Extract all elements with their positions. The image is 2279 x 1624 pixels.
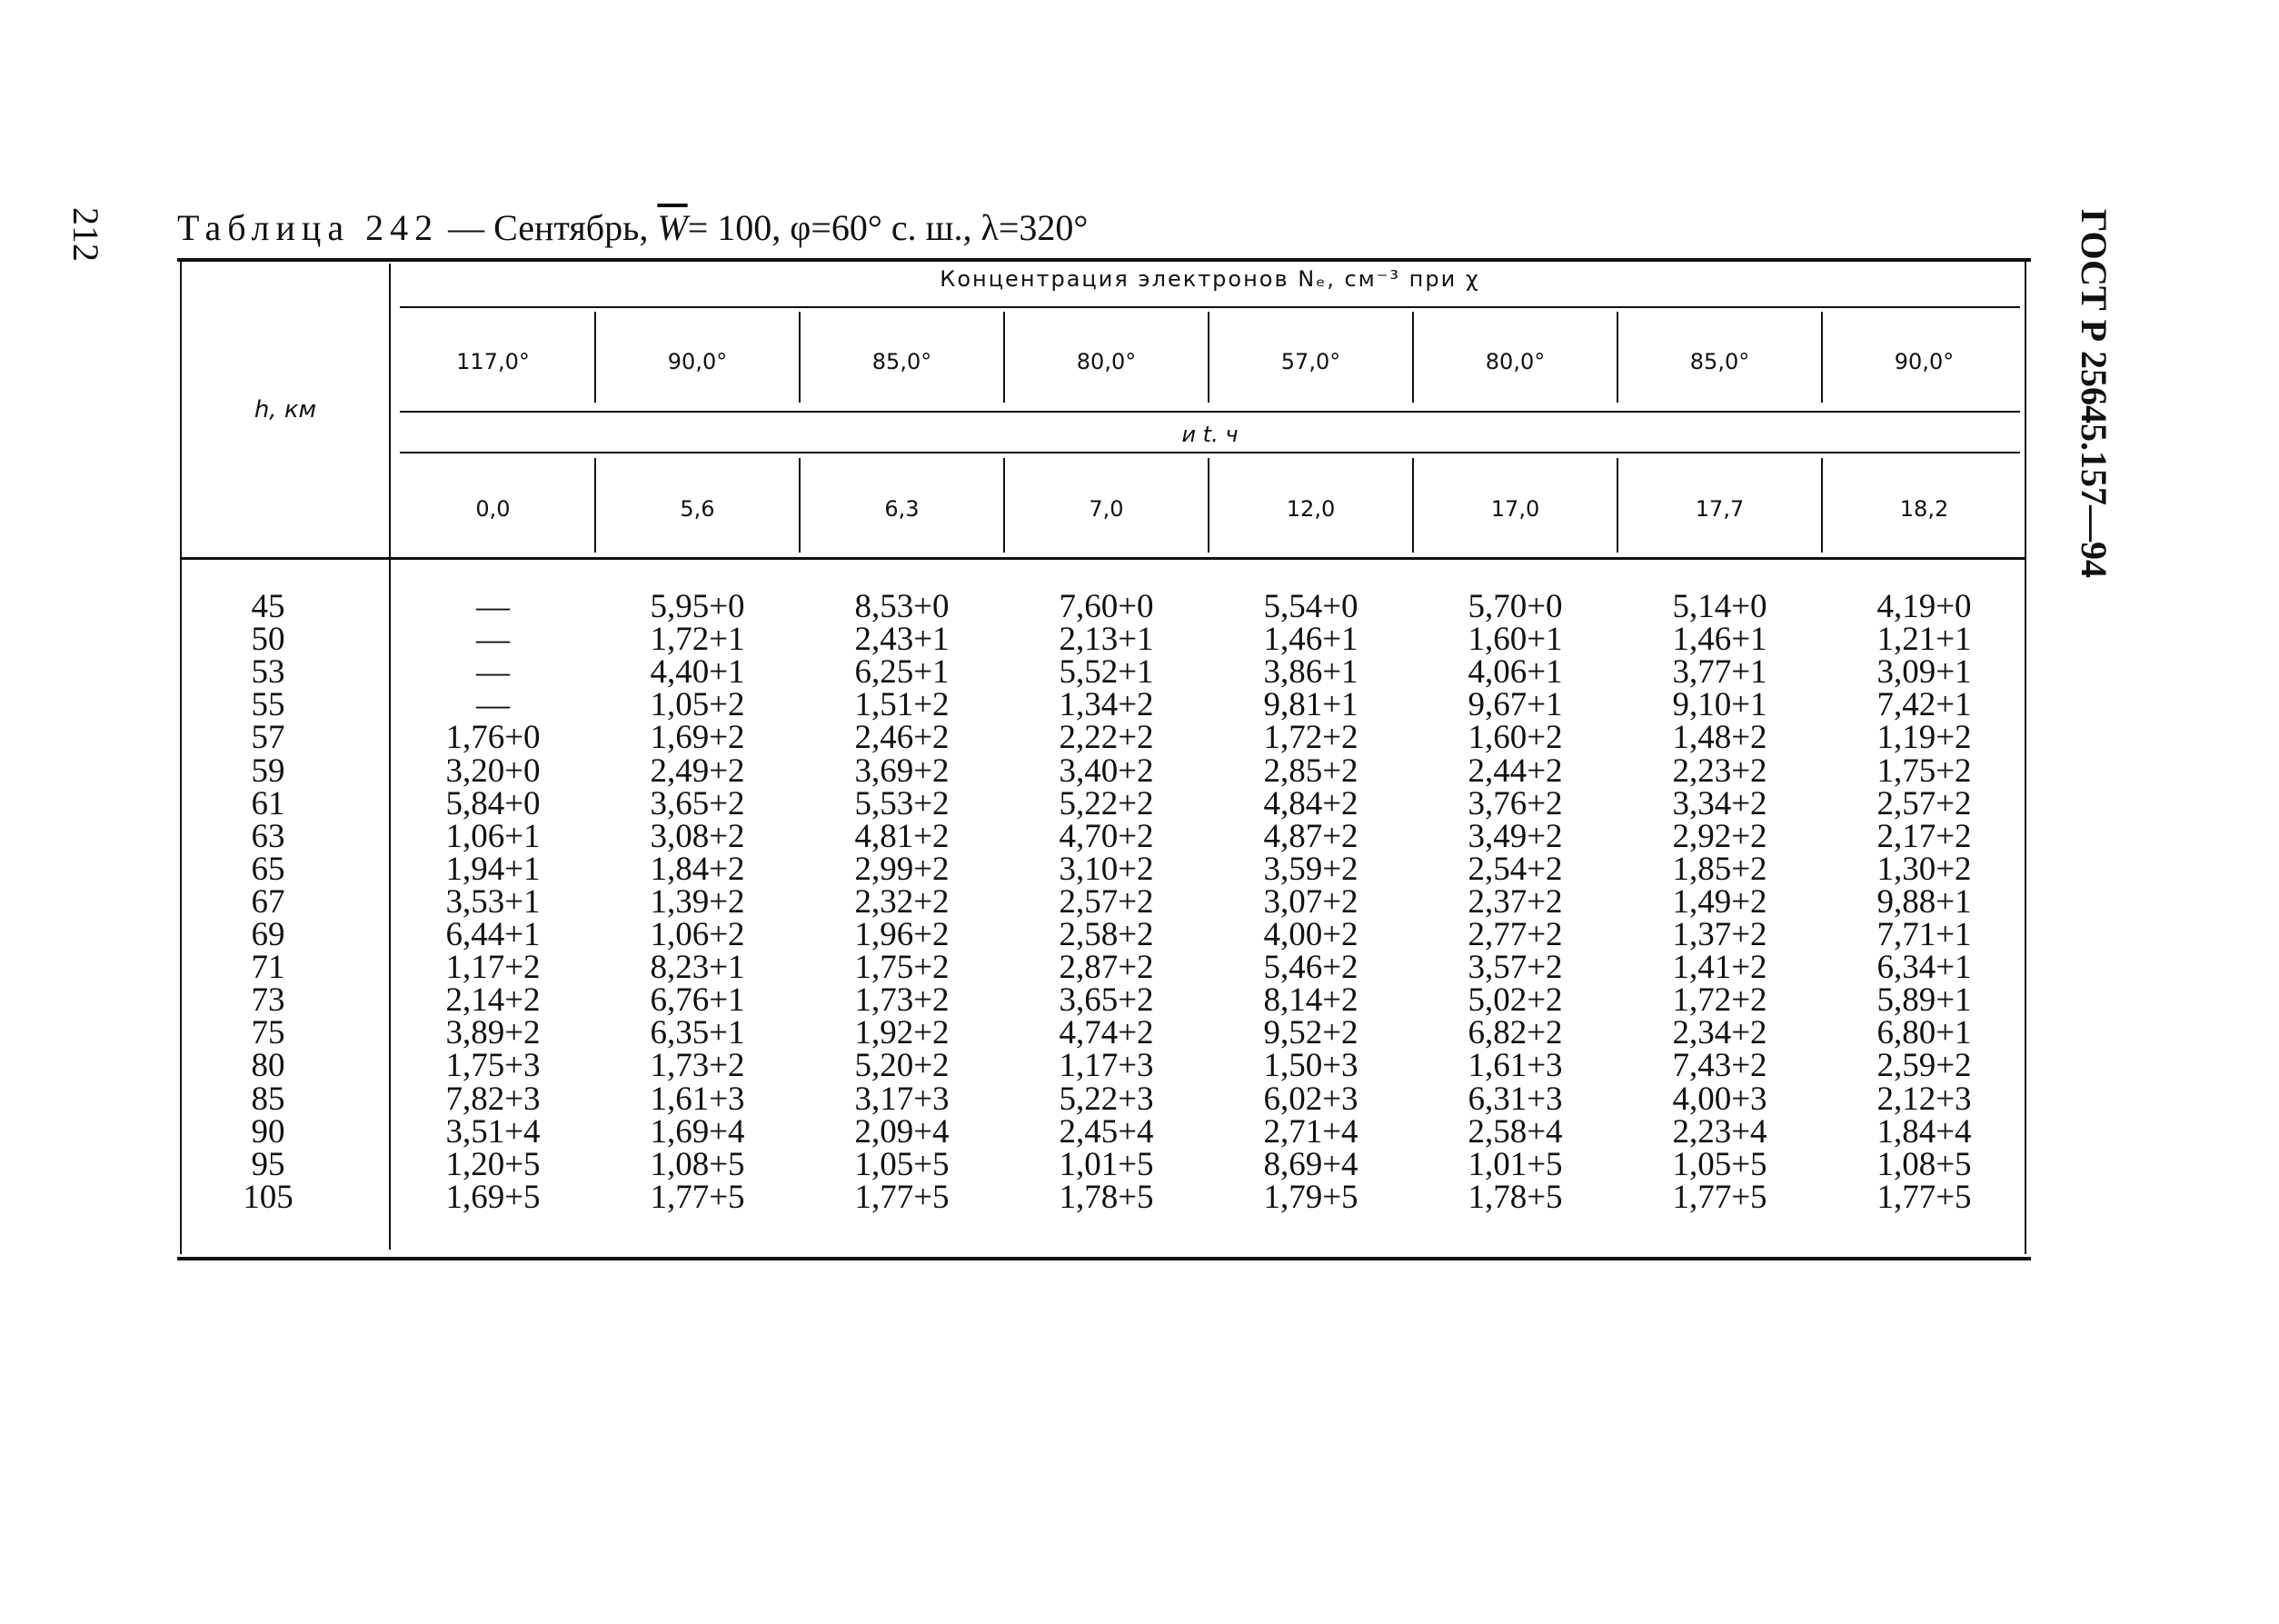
- sub-header-top-rule: [400, 411, 2020, 413]
- table-bottom-rule: [177, 1257, 2031, 1260]
- table-cell: 2,87+2: [1059, 949, 1154, 986]
- table-cell: 1,46+1: [1672, 621, 1767, 658]
- table-cell: 1,84+4: [1876, 1113, 1972, 1151]
- title-w-symbol: $\overline{W}$: [657, 207, 688, 248]
- table-cell: 1,75+2: [854, 949, 950, 986]
- table-cell: 5,46+2: [1263, 949, 1358, 986]
- table-cell: 3,76+2: [1468, 785, 1563, 822]
- height-cell: 45: [251, 588, 285, 625]
- height-cell: 61: [251, 785, 285, 822]
- table-cell: 3,59+2: [1263, 851, 1358, 888]
- table-cell: 9,52+2: [1263, 1014, 1358, 1051]
- group-header-rule: [400, 306, 2020, 308]
- table-cell: 1,51+2: [854, 686, 950, 723]
- table-cell: 2,49+2: [650, 752, 745, 790]
- table-cell: 1,77+5: [1876, 1179, 1972, 1216]
- table-cell: 1,21+1: [1876, 621, 1972, 658]
- table-cell: 9,81+1: [1263, 686, 1358, 723]
- time-header: 7,0: [1089, 496, 1124, 522]
- table-cell: 2,32+2: [854, 883, 950, 921]
- table-cell: 1,92+2: [854, 1014, 950, 1051]
- table-number: Таблица 242: [177, 207, 440, 248]
- table-cell: 7,71+1: [1876, 916, 1972, 953]
- table-cell: 3,07+2: [1263, 883, 1358, 921]
- table-cell: 3,51+4: [445, 1113, 541, 1151]
- table-cell: 5,70+0: [1468, 588, 1563, 625]
- table-cell: 1,79+5: [1263, 1179, 1358, 1216]
- time-header: 5,6: [680, 496, 715, 522]
- sub-header-bottom-rule: [400, 452, 2020, 453]
- table-title: [177, 206, 1088, 249]
- table-cell: 2,22+2: [1059, 719, 1154, 756]
- table-cell: 5,89+1: [1876, 981, 1972, 1019]
- table-cell: 6,25+1: [854, 653, 950, 691]
- height-cell: 67: [251, 883, 285, 921]
- height-cell: 57: [251, 719, 285, 756]
- table-cell: 2,09+4: [854, 1113, 950, 1151]
- group-header: Концентрация электронов Nₑ, см⁻³ при χ: [940, 266, 1480, 292]
- table-cell: 7,60+0: [1059, 588, 1154, 625]
- table-cell: 6,82+2: [1468, 1014, 1563, 1051]
- table-cell: 4,06+1: [1468, 653, 1563, 691]
- height-cell: 71: [251, 949, 285, 986]
- table-cell: 4,00+3: [1672, 1081, 1767, 1118]
- table-cell: 2,34+2: [1672, 1014, 1767, 1051]
- table-cell: 2,99+2: [854, 851, 950, 888]
- table-cell: 3,49+2: [1468, 818, 1563, 855]
- table-cell: 1,84+2: [650, 851, 745, 888]
- table-cell: 1,05+5: [1672, 1146, 1767, 1183]
- table-cell: 3,20+0: [445, 752, 541, 790]
- row-header: h, км: [254, 396, 317, 423]
- chi-header: 80,0°: [1485, 349, 1546, 374]
- table-cell: 5,52+1: [1059, 653, 1154, 691]
- table-cell: 1,73+2: [650, 1047, 745, 1084]
- height-cell: 50: [251, 621, 285, 658]
- time-header: 6,3: [884, 496, 920, 522]
- height-cell: 85: [251, 1081, 285, 1118]
- chi-header: 85,0°: [1689, 349, 1750, 374]
- chi-header: 90,0°: [1894, 349, 1955, 374]
- table-cell: 2,23+2: [1672, 752, 1767, 790]
- height-cell: 95: [251, 1146, 285, 1183]
- header-bottom-rule: [182, 557, 2025, 560]
- table-cell: 2,57+2: [1059, 883, 1154, 921]
- table-cell: —: [476, 686, 510, 723]
- height-cell: 53: [251, 653, 285, 691]
- table-cell: —: [476, 621, 510, 658]
- table-cell: 5,22+3: [1059, 1081, 1154, 1118]
- table-cell: 9,10+1: [1672, 686, 1767, 723]
- table-cell: 3,08+2: [650, 818, 745, 855]
- table-cell: 1,75+3: [445, 1047, 541, 1084]
- height-cell: 90: [251, 1113, 285, 1151]
- table-cell: 1,01+5: [1468, 1146, 1563, 1183]
- table-cell: 3,40+2: [1059, 752, 1154, 790]
- table-cell: 1,34+2: [1059, 686, 1154, 723]
- table-cell: 3,34+2: [1672, 785, 1767, 822]
- table-cell: 1,19+2: [1876, 719, 1972, 756]
- table-cell: 3,86+1: [1263, 653, 1358, 691]
- height-cell: 69: [251, 916, 285, 953]
- table-cell: 1,17+2: [445, 949, 541, 986]
- table-cell: 1,78+5: [1059, 1179, 1154, 1216]
- table-cell: 1,06+2: [650, 916, 745, 953]
- table-cell: 2,85+2: [1263, 752, 1358, 790]
- table-cell: 1,50+3: [1263, 1047, 1358, 1084]
- time-header: 0,0: [475, 496, 511, 522]
- chi-header: 90,0°: [667, 349, 728, 374]
- table-cell: 1,20+5: [445, 1146, 541, 1183]
- table-cell: 3,89+2: [445, 1014, 541, 1051]
- table-cell: 3,65+2: [1059, 981, 1154, 1019]
- table-cell: 8,14+2: [1263, 981, 1358, 1019]
- sub-header: и t. ч: [1181, 422, 1239, 447]
- title-month: — Сентябрь,: [439, 207, 658, 248]
- table-cell: 1,69+5: [445, 1179, 541, 1216]
- table-cell: 1,78+5: [1468, 1179, 1563, 1216]
- table-cell: 7,42+1: [1876, 686, 1972, 723]
- table-cell: 5,02+2: [1468, 981, 1563, 1019]
- height-cell: 73: [251, 981, 285, 1019]
- table-cell: 1,17+3: [1059, 1047, 1154, 1084]
- height-cell: 63: [251, 818, 285, 855]
- height-cell: 75: [251, 1014, 285, 1051]
- table-cell: 9,67+1: [1468, 686, 1563, 723]
- table-cell: 7,82+3: [445, 1081, 541, 1118]
- table-cell: 3,53+1: [445, 883, 541, 921]
- table-cell: 6,80+1: [1876, 1014, 1972, 1051]
- table-cell: 1,77+5: [854, 1179, 950, 1216]
- table-cell: 4,70+2: [1059, 818, 1154, 855]
- table-cell: 1,05+5: [854, 1146, 950, 1183]
- table-cell: 2,14+2: [445, 981, 541, 1019]
- table-cell: 2,77+2: [1468, 916, 1563, 953]
- table-cell: 2,44+2: [1468, 752, 1563, 790]
- table-cell: —: [476, 588, 510, 625]
- height-cell: 59: [251, 752, 285, 790]
- height-cell: 65: [251, 851, 285, 888]
- table-cell: 4,74+2: [1059, 1014, 1154, 1051]
- table-cell: 6,31+3: [1468, 1081, 1563, 1118]
- table-cell: 1,01+5: [1059, 1146, 1154, 1183]
- table-cell: 7,43+2: [1672, 1047, 1767, 1084]
- chi-header: 85,0°: [871, 349, 932, 374]
- height-cell: 55: [251, 686, 285, 723]
- table-cell: 5,20+2: [854, 1047, 950, 1084]
- table-cell: 4,19+0: [1876, 588, 1972, 625]
- table-cell: 1,72+2: [1672, 981, 1767, 1019]
- table-cell: 2,17+2: [1876, 818, 1972, 855]
- table-cell: 1,73+2: [854, 981, 950, 1019]
- table-cell: 1,08+5: [650, 1146, 745, 1183]
- table-cell: —: [476, 653, 510, 691]
- chi-header: 57,0°: [1280, 349, 1341, 374]
- title-params: = 100, φ=60° с. ш., λ=320°: [687, 207, 1089, 248]
- table-cell: 1,06+1: [445, 818, 541, 855]
- table-cell: 5,84+0: [445, 785, 541, 822]
- page-number: 212: [65, 207, 106, 262]
- table-cell: 1,46+1: [1263, 621, 1358, 658]
- gost-code: ГОСТ Р 25645.157—94: [2074, 209, 2115, 579]
- table-cell: 1,39+2: [650, 883, 745, 921]
- table-cell: 1,05+2: [650, 686, 745, 723]
- table-cell: 1,85+2: [1672, 851, 1767, 888]
- table-cell: 3,57+2: [1468, 949, 1563, 986]
- table-top-rule: [177, 258, 2031, 262]
- table-cell: 6,35+1: [650, 1014, 745, 1051]
- table-cell: 8,69+4: [1263, 1146, 1358, 1183]
- time-header: 17,7: [1695, 496, 1745, 522]
- table-cell: 2,23+4: [1672, 1113, 1767, 1151]
- table-cell: 8,23+1: [650, 949, 745, 986]
- table-cell: 1,77+5: [650, 1179, 745, 1216]
- table-cell: 2,71+4: [1263, 1113, 1358, 1151]
- table-cell: 2,12+3: [1876, 1081, 1972, 1118]
- time-header: 12,0: [1286, 496, 1336, 522]
- table-cell: 2,46+2: [854, 719, 950, 756]
- table-cell: 4,40+1: [650, 653, 745, 691]
- table-cell: 1,37+2: [1672, 916, 1767, 953]
- table-cell: 2,54+2: [1468, 851, 1563, 888]
- table-cell: 2,43+1: [854, 621, 950, 658]
- table-cell: 1,60+1: [1468, 621, 1563, 658]
- table-cell: 2,92+2: [1672, 818, 1767, 855]
- chi-header: 117,0°: [456, 349, 530, 374]
- table-cell: 1,72+1: [650, 621, 745, 658]
- table-cell: 3,17+3: [854, 1081, 950, 1118]
- table-cell: 9,88+1: [1876, 883, 1972, 921]
- time-header: 18,2: [1899, 496, 1949, 522]
- table-cell: 5,14+0: [1672, 588, 1767, 625]
- table-cell: 3,10+2: [1059, 851, 1154, 888]
- table-cell: 6,02+3: [1263, 1081, 1358, 1118]
- table-cell: 1,69+4: [650, 1113, 745, 1151]
- table-cell: 1,61+3: [650, 1081, 745, 1118]
- table-cell: 1,76+0: [445, 719, 541, 756]
- chi-header: 80,0°: [1076, 349, 1137, 374]
- table-cell: 1,77+5: [1672, 1179, 1767, 1216]
- table-cell: 3,65+2: [650, 785, 745, 822]
- table-cell: 3,69+2: [854, 752, 950, 790]
- table-cell: 5,53+2: [854, 785, 950, 822]
- table-cell: 4,81+2: [854, 818, 950, 855]
- table-cell: 1,48+2: [1672, 719, 1767, 756]
- table-cell: 2,37+2: [1468, 883, 1563, 921]
- table-cell: 1,75+2: [1876, 752, 1972, 790]
- table-cell: 4,00+2: [1263, 916, 1358, 953]
- time-header: 17,0: [1490, 496, 1540, 522]
- table-cell: 1,41+2: [1672, 949, 1767, 986]
- table-cell: 1,94+1: [445, 851, 541, 888]
- table-cell: 1,72+2: [1263, 719, 1358, 756]
- table-cell: 2,58+2: [1059, 916, 1154, 953]
- table-cell: 5,95+0: [650, 588, 745, 625]
- table-cell: 6,76+1: [650, 981, 745, 1019]
- table-cell: 1,60+2: [1468, 719, 1563, 756]
- table-cell: 1,69+2: [650, 719, 745, 756]
- table-cell: 3,09+1: [1876, 653, 1972, 691]
- table-cell: 6,34+1: [1876, 949, 1972, 986]
- table-cell: 1,96+2: [854, 916, 950, 953]
- table-cell: 2,59+2: [1876, 1047, 1972, 1084]
- table-cell: 4,84+2: [1263, 785, 1358, 822]
- table-cell: 2,58+4: [1468, 1113, 1563, 1151]
- table-cell: 3,77+1: [1672, 653, 1767, 691]
- table-cell: 1,30+2: [1876, 851, 1972, 888]
- table-cell: 2,13+1: [1059, 621, 1154, 658]
- table-cell: 6,44+1: [445, 916, 541, 953]
- height-cell: 80: [251, 1047, 285, 1084]
- table-cell: 2,45+4: [1059, 1113, 1154, 1151]
- table-cell: 1,61+3: [1468, 1047, 1563, 1084]
- table-cell: 1,08+5: [1876, 1146, 1972, 1183]
- table-cell: 5,54+0: [1263, 588, 1358, 625]
- table-cell: 2,57+2: [1876, 785, 1972, 822]
- table-cell: 5,22+2: [1059, 785, 1154, 822]
- table-cell: 8,53+0: [854, 588, 950, 625]
- height-cell: 105: [243, 1179, 294, 1216]
- table-cell: 4,87+2: [1263, 818, 1358, 855]
- table-cell: 1,49+2: [1672, 883, 1767, 921]
